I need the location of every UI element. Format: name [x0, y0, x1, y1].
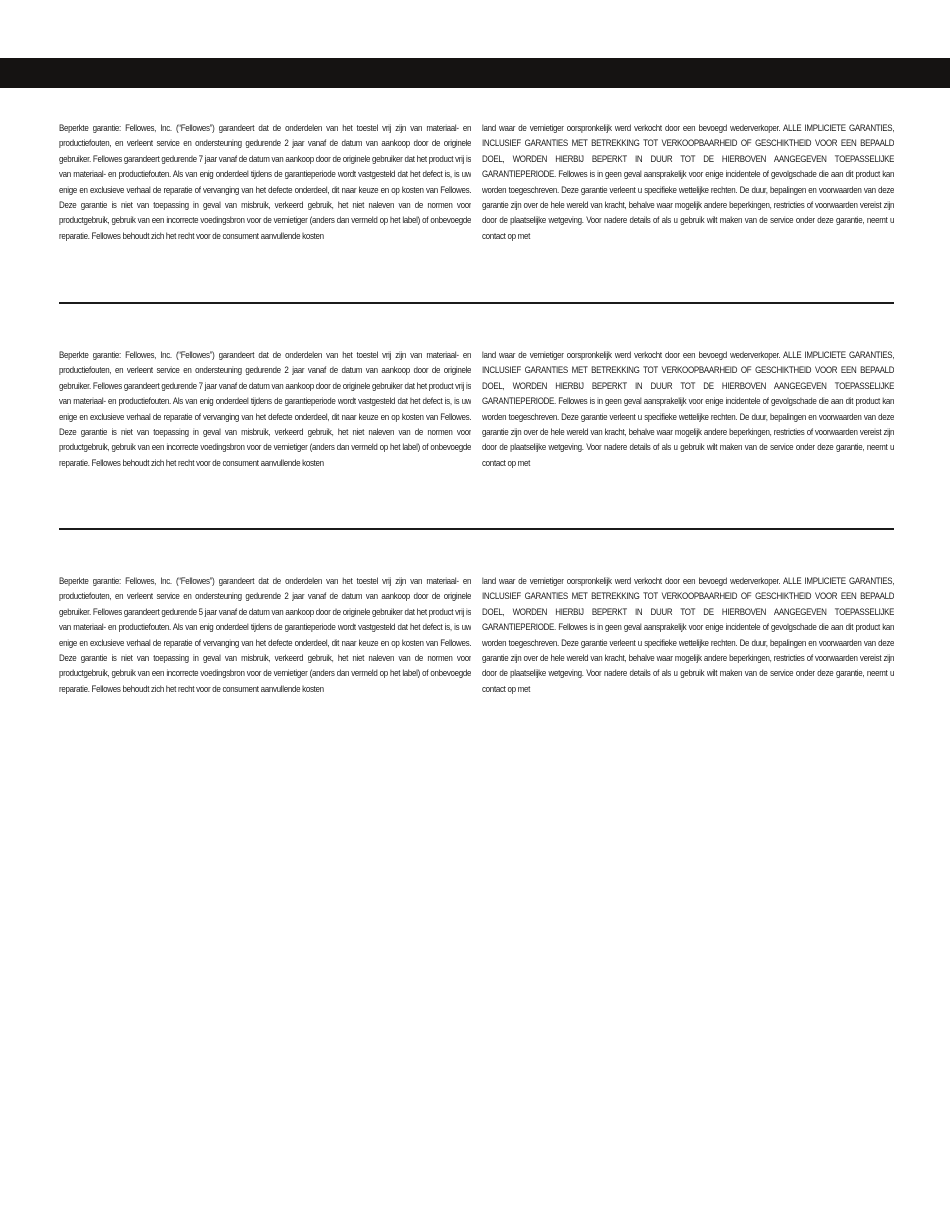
section-divider [59, 302, 894, 304]
warranty-section-2 [59, 348, 894, 476]
warranty-section-3 [59, 574, 894, 702]
warranty-right-column [482, 574, 894, 702]
warranty-paragraph: Beperkte garantie: Fellowes, Inc. (“Fellowes”) garandeert dat de onderdelen van het toestel vrij zijn van materiaal- en productiefouten, en verleent service en ondersteuning gedurende 2 jaar vanaf de datum van aankoop door de originele gebruiker. Fellowes garandeert gedurende 5 jaar vanaf de datum van aankoop door de originele gebruiker dat het product vrij is van materiaal- en productiefouten. Als van enig onderdeel tijdens de garantieperiode wordt vastgesteld dat het defect is, is uw enige en exclusieve verhaal de reparatie of vervanging van het defecte onderdeel, dit naar keuze en op kosten van Fellowes. Deze garantie is niet van toepassing in geval van misbruik, verkeerd gebruik, het niet naleven van de normen voor productgebruik, gebruik van een incorrecte voedingsbron voor de vernietiger (anders dan vermeld op het label) of onbevoegde reparatie. Fellowes behoudt zich het recht voor de consument aanvullende kosten [59, 576, 471, 694]
section-divider [59, 528, 894, 530]
warranty-section-1 [59, 121, 894, 249]
warranty-left-column [59, 121, 471, 249]
warranty-paragraph: land waar de vernietiger oorspronkelijk werd verkocht door een bevoegd wederverkoper. ALLE IMPLICIETE GARANTIES, INCLUSIEF GARANTIES MET BETREKKING TOT VERKOOPBAARHEID OF GESCHIKTHEID VOOR EEN BEPAALD DOEL, WORDEN HIERBIJ BEPERKT IN DUUR TOT DE HIERBOVEN AANGEGEVEN TOEPASSELIJKE GARANTIEPERIODE. Fellowes is in geen geval aansprakelijk voor enige incidentele of gevolgschade die aan dit product kan worden toegeschreven. Deze garantie verleent u specifieke wettelijke rechten. De duur, bepalingen en voorwaarden van deze garantie zijn over de hele wereld van kracht, behalve waar mogelijk andere beperkingen, restricties of voorwaarden vereist zijn door de plaatselijke wetgeving. Voor nadere details of als u gebruik wilt maken van de service onder deze garantie, neemt u contact op met [482, 576, 894, 694]
warranty-right-column [482, 348, 894, 476]
warranty-left-column [59, 574, 471, 702]
warranty-paragraph: land waar de vernietiger oorspronkelijk werd verkocht door een bevoegd wederverkoper. ALLE IMPLICIETE GARANTIES, INCLUSIEF GARANTIES MET BETREKKING TOT VERKOOPBAARHEID OF GESCHIKTHEID VOOR EEN BEPAALD DOEL, WORDEN HIERBIJ BEPERKT IN DUUR TOT DE HIERBOVEN AANGEGEVEN TOEPASSELIJKE GARANTIEPERIODE. Fellowes is in geen geval aansprakelijk voor enige incidentele of gevolgschade die aan dit product kan worden toegeschreven. Deze garantie verleent u specifieke wettelijke rechten. De duur, bepalingen en voorwaarden van deze garantie zijn over de hele wereld van kracht, behalve waar mogelijk andere beperkingen, restricties of voorwaarden vereist zijn door de plaatselijke wetgeving. Voor nadere details of als u gebruik wilt maken van de service onder deze garantie, neemt u contact op met [482, 123, 894, 241]
warranty-paragraph: Beperkte garantie: Fellowes, Inc. (“Fellowes”) garandeert dat de onderdelen van het toestel vrij zijn van materiaal- en productiefouten, en verleent service en ondersteuning gedurende 2 jaar vanaf de datum van aankoop door de originele gebruiker. Fellowes garandeert gedurende 7 jaar vanaf de datum van aankoop door de originele gebruiker dat het product vrij is van materiaal- en productiefouten. Als van enig onderdeel tijdens de garantieperiode wordt vastgesteld dat het defect is, is uw enige en exclusieve verhaal de reparatie of vervanging van het defecte onderdeel, dit naar keuze en op kosten van Fellowes. Deze garantie is niet van toepassing in geval van misbruik, verkeerd gebruik, het niet naleven van de normen voor productgebruik, gebruik van een incorrecte voedingsbron voor de vernietiger (anders dan vermeld op het label) of onbevoegde reparatie. Fellowes behoudt zich het recht voor de consument aanvullende kosten [59, 123, 471, 241]
warranty-left-column [59, 348, 471, 476]
warranty-paragraph: land waar de vernietiger oorspronkelijk werd verkocht door een bevoegd wederverkoper. ALLE IMPLICIETE GARANTIES, INCLUSIEF GARANTIES MET BETREKKING TOT VERKOOPBAARHEID OF GESCHIKTHEID VOOR EEN BEPAALD DOEL, WORDEN HIERBIJ BEPERKT IN DUUR TOT DE HIERBOVEN AANGEGEVEN TOEPASSELIJKE GARANTIEPERIODE. Fellowes is in geen geval aansprakelijk voor enige incidentele of gevolgschade die aan dit product kan worden toegeschreven. Deze garantie verleent u specifieke wettelijke rechten. De duur, bepalingen en voorwaarden van deze garantie zijn over de hele wereld van kracht, behalve waar mogelijk andere beperkingen, restricties of voorwaarden vereist zijn door de plaatselijke wetgeving. Voor nadere details of als u gebruik wilt maken van de service onder deze garantie, neemt u contact op met [482, 350, 894, 468]
warranty-paragraph: Beperkte garantie: Fellowes, Inc. (“Fellowes”) garandeert dat de onderdelen van het toestel vrij zijn van materiaal- en productiefouten, en verleent service en ondersteuning gedurende 2 jaar vanaf de datum van aankoop door de originele gebruiker. Fellowes garandeert gedurende 7 jaar vanaf de datum van aankoop door de originele gebruiker dat het product vrij is van materiaal- en productiefouten. Als van enig onderdeel tijdens de garantieperiode wordt vastgesteld dat het defect is, is uw enige en exclusieve verhaal de reparatie of vervanging van het defecte onderdeel, dit naar keuze en op kosten van Fellowes. Deze garantie is niet van toepassing in geval van misbruik, verkeerd gebruik, het niet naleven van de normen voor productgebruik, gebruik van een incorrecte voedingsbron voor de vernietiger (anders dan vermeld op het label) of onbevoegde reparatie. Fellowes behoudt zich het recht voor de consument aanvullende kosten [59, 350, 471, 468]
warranty-right-column [482, 121, 894, 249]
header-bar [0, 58, 950, 88]
